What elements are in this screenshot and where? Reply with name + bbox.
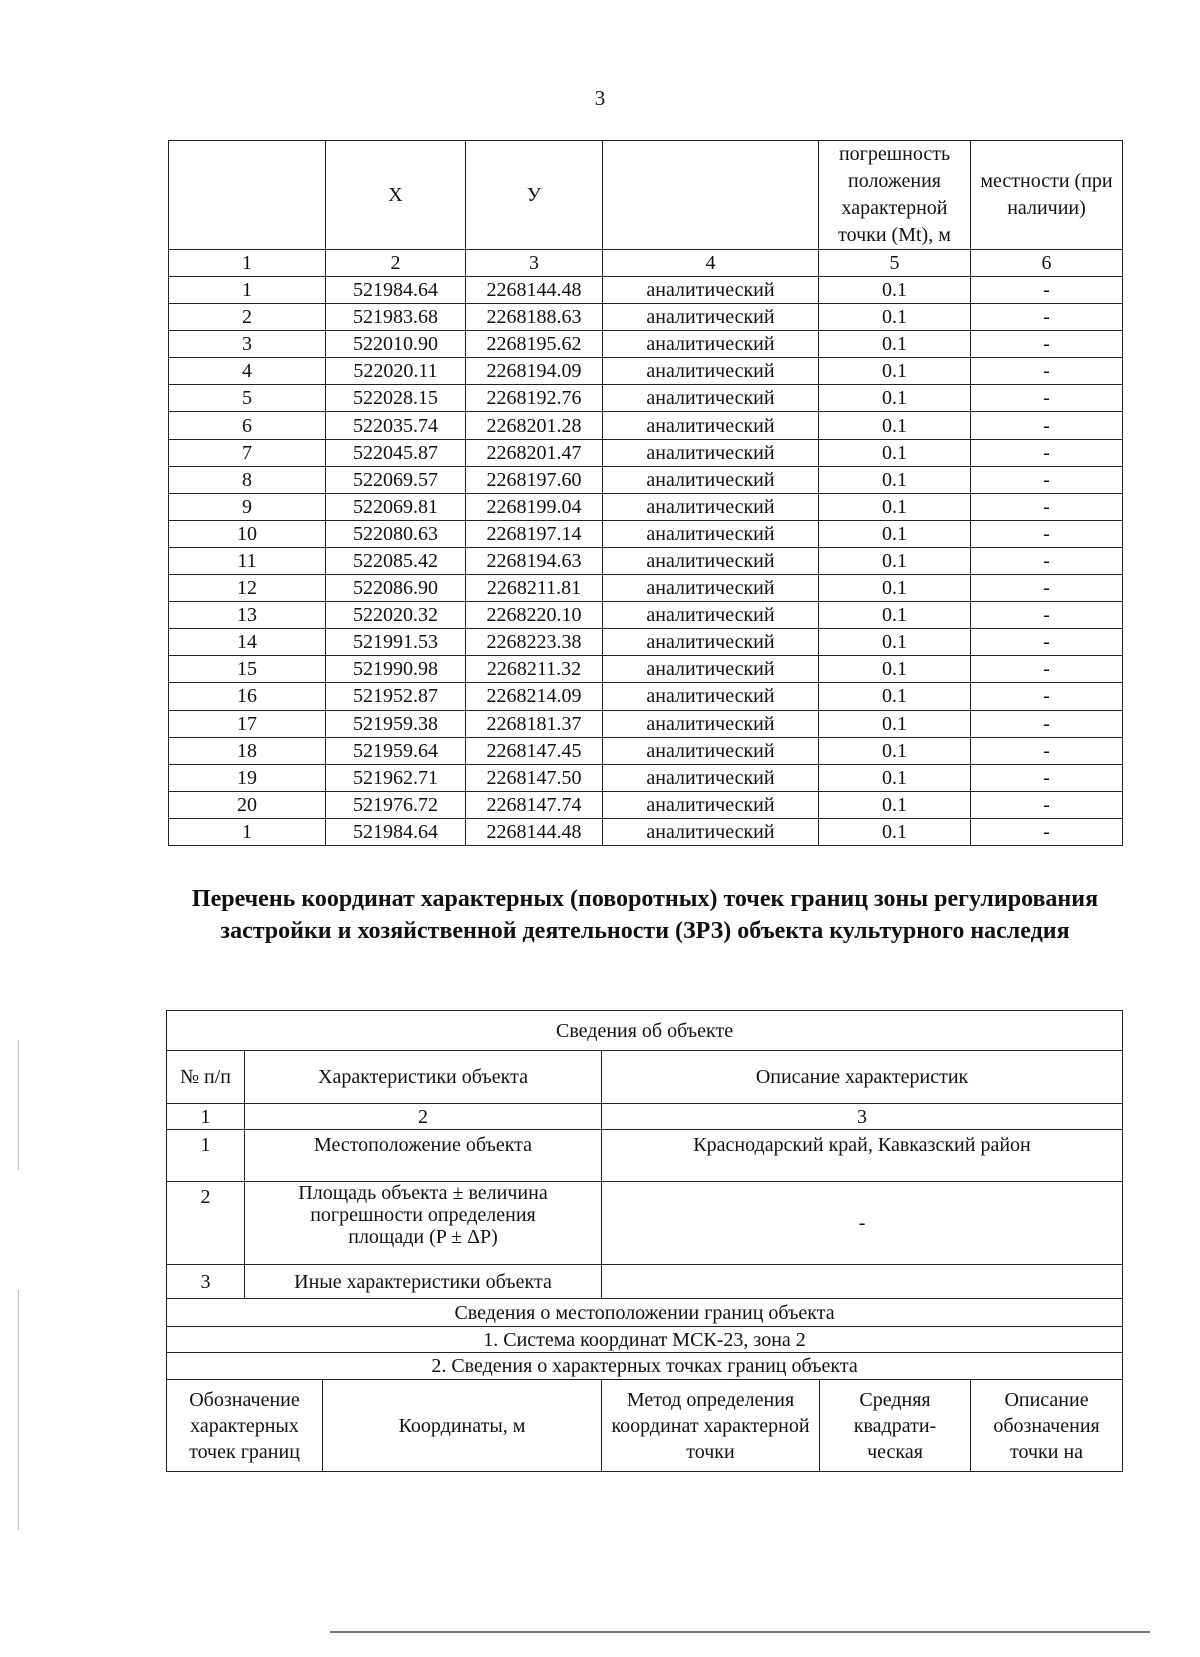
method: аналитический xyxy=(603,764,819,791)
point-number: 11 xyxy=(169,547,326,574)
error-value: 0.1 xyxy=(819,331,971,358)
coord-x: 521952.87 xyxy=(326,683,466,710)
column-number: 2 xyxy=(326,250,466,277)
column-number: 2 xyxy=(245,1104,602,1130)
coord-x: 521959.64 xyxy=(326,737,466,764)
coord-x: 522086.90 xyxy=(326,575,466,602)
header-cell xyxy=(169,141,326,250)
coordinates-table-continued xyxy=(168,140,1123,846)
coord-x: 521976.72 xyxy=(326,791,466,818)
terrain-description: - xyxy=(971,710,1123,737)
terrain-description: - xyxy=(971,629,1123,656)
coord-system: 1. Система координат МСК-23, зона 2 xyxy=(167,1327,1123,1353)
point-number: 6 xyxy=(169,412,326,439)
coord-y: 2268199.04 xyxy=(466,493,603,520)
point-number: 13 xyxy=(169,602,326,629)
object-info-header-row xyxy=(167,1051,1123,1104)
point-number: 5 xyxy=(169,385,326,412)
method: аналитический xyxy=(603,575,819,602)
error-value: 0.1 xyxy=(819,710,971,737)
points-title: 2. Сведения о характерных точках границ объекта xyxy=(167,1353,1123,1380)
table-row xyxy=(169,277,1123,304)
table-row xyxy=(169,331,1123,358)
terrain-description: - xyxy=(971,412,1123,439)
column-number: 3 xyxy=(466,250,603,277)
terrain-description: - xyxy=(971,602,1123,629)
point-number: 12 xyxy=(169,575,326,602)
coord-x: 522069.81 xyxy=(326,493,466,520)
terrain-description: - xyxy=(971,304,1123,331)
coord-y: 2268214.09 xyxy=(466,683,603,710)
error-value: 0.1 xyxy=(819,818,971,845)
method: аналитический xyxy=(603,547,819,574)
row-number: 2 xyxy=(167,1182,245,1265)
points-title-row xyxy=(167,1353,1123,1380)
page-number: 3 xyxy=(594,86,606,110)
method: аналитический xyxy=(603,629,819,656)
section-heading: Перечень координат характерных (поворотных) точек границ зоны регулирования застройки и хозяйственной деятельности (ЗРЗ) объекта культурного наследия xyxy=(191,886,1099,944)
table-row xyxy=(169,575,1123,602)
point-number: 14 xyxy=(169,629,326,656)
point-number: 19 xyxy=(169,764,326,791)
method: аналитический xyxy=(603,737,819,764)
table-row xyxy=(167,1130,1123,1182)
coord-x: 522028.15 xyxy=(326,385,466,412)
point-description-header: Описание обозначения точки на xyxy=(971,1380,1123,1472)
scan-edge-mark xyxy=(18,1290,19,1530)
coord-y: 2268194.63 xyxy=(466,547,603,574)
terrain-description: - xyxy=(971,737,1123,764)
method: аналитический xyxy=(603,602,819,629)
coord-y: 2268194.09 xyxy=(466,358,603,385)
terrain-description: - xyxy=(971,385,1123,412)
error-value: 0.1 xyxy=(819,602,971,629)
coord-y: 2268220.10 xyxy=(466,602,603,629)
error-value: 0.1 xyxy=(819,575,971,602)
terrain-description: - xyxy=(971,547,1123,574)
col-description-header: Описание характеристик xyxy=(602,1051,1123,1104)
coord-y: 2268144.48 xyxy=(466,277,603,304)
method: аналитический xyxy=(603,439,819,466)
table-row xyxy=(169,791,1123,818)
error-value: 0.1 xyxy=(819,791,971,818)
table-row xyxy=(167,1182,1123,1265)
object-info-title: Сведения об объекте xyxy=(167,1011,1123,1051)
table-row xyxy=(169,493,1123,520)
coord-x: 522010.90 xyxy=(326,331,466,358)
location-title: Сведения о местоположении границ объекта xyxy=(167,1299,1123,1327)
coord-x: 521959.38 xyxy=(326,710,466,737)
coord-x: 522020.11 xyxy=(326,358,466,385)
coord-y: 2268192.76 xyxy=(466,385,603,412)
error-value: 0.1 xyxy=(819,304,971,331)
table-row xyxy=(169,602,1123,629)
coord-x: 521991.53 xyxy=(326,629,466,656)
error-value: 0.1 xyxy=(819,385,971,412)
coord-x: 522085.42 xyxy=(326,547,466,574)
column-number: 1 xyxy=(169,250,326,277)
table-row xyxy=(169,683,1123,710)
terrain-description: - xyxy=(971,683,1123,710)
scan-edge-mark xyxy=(18,1040,19,1170)
terrain-description: - xyxy=(971,331,1123,358)
points-header-row xyxy=(167,1380,1123,1472)
table-row xyxy=(167,1265,1123,1299)
coord-y: 2268188.63 xyxy=(466,304,603,331)
coord-y: 2268201.47 xyxy=(466,439,603,466)
point-number: 7 xyxy=(169,439,326,466)
characteristic-name: Площадь объекта ± величина погрешности определения площади (P ± ΔP) xyxy=(245,1182,602,1265)
error-value: 0.1 xyxy=(819,277,971,304)
table-row xyxy=(169,304,1123,331)
method: аналитический xyxy=(603,277,819,304)
table-row xyxy=(169,818,1123,845)
method: аналитический xyxy=(603,656,819,683)
point-number: 18 xyxy=(169,737,326,764)
terrain-description: - xyxy=(971,277,1123,304)
point-number: 15 xyxy=(169,656,326,683)
error-value: 0.1 xyxy=(819,656,971,683)
col-no-header: № п/п xyxy=(167,1051,245,1104)
col-characteristics-header: Характеристики объекта xyxy=(245,1051,602,1104)
column-number: 1 xyxy=(167,1104,245,1130)
point-number: 4 xyxy=(169,358,326,385)
coord-x: 521984.64 xyxy=(326,277,466,304)
point-designation-header: Обозначение характерных точек границ xyxy=(167,1380,323,1472)
coord-x: 521983.68 xyxy=(326,304,466,331)
column-number: 4 xyxy=(603,250,819,277)
characteristic-value: Краснодарский край, Кавказский район xyxy=(602,1130,1123,1182)
table-row xyxy=(169,358,1123,385)
column-number: 6 xyxy=(971,250,1123,277)
characteristic-name: Местоположение объекта xyxy=(245,1130,602,1182)
table-row xyxy=(169,737,1123,764)
point-number: 10 xyxy=(169,520,326,547)
table-row xyxy=(169,412,1123,439)
method: аналитический xyxy=(603,385,819,412)
coord-y: 2268144.48 xyxy=(466,818,603,845)
point-number: 1 xyxy=(169,818,326,845)
coord-x: 522045.87 xyxy=(326,439,466,466)
table-row xyxy=(169,439,1123,466)
characteristic-value: - xyxy=(602,1182,1123,1265)
table-row xyxy=(169,547,1123,574)
coord-y: 2268197.14 xyxy=(466,520,603,547)
method: аналитический xyxy=(603,710,819,737)
object-info-title-row xyxy=(167,1011,1123,1051)
terrain-description: - xyxy=(971,818,1123,845)
point-number: 2 xyxy=(169,304,326,331)
error-value: 0.1 xyxy=(819,629,971,656)
error-value: 0.1 xyxy=(819,547,971,574)
terrain-description: - xyxy=(971,466,1123,493)
method: аналитический xyxy=(603,493,819,520)
table-row xyxy=(169,385,1123,412)
scan-bottom-rule xyxy=(330,1631,1150,1633)
header-cell-terrain: местности (при наличии) xyxy=(971,141,1123,250)
method: аналитический xyxy=(603,331,819,358)
terrain-description: - xyxy=(971,575,1123,602)
coord-x: 522020.32 xyxy=(326,602,466,629)
coord-x: 522080.63 xyxy=(326,520,466,547)
terrain-description: - xyxy=(971,764,1123,791)
point-number: 16 xyxy=(169,683,326,710)
column-number-row xyxy=(167,1104,1123,1130)
column-number-row xyxy=(169,250,1123,277)
object-info-table xyxy=(166,1010,1123,1472)
table-row xyxy=(169,710,1123,737)
header-cell-error: погрешность положения характерной точки (Mt), м xyxy=(819,141,971,250)
row-number: 1 xyxy=(167,1130,245,1182)
coord-x: 521962.71 xyxy=(326,764,466,791)
point-number: 9 xyxy=(169,493,326,520)
terrain-description: - xyxy=(971,520,1123,547)
method: аналитический xyxy=(603,412,819,439)
error-value: 0.1 xyxy=(819,493,971,520)
coord-y: 2268211.32 xyxy=(466,656,603,683)
coord-y: 2268195.62 xyxy=(466,331,603,358)
terrain-description: - xyxy=(971,493,1123,520)
coord-x: 522069.57 xyxy=(326,466,466,493)
header-cell xyxy=(603,141,819,250)
rms-error-header: Средняя квадрати-ческая xyxy=(820,1380,971,1472)
terrain-description: - xyxy=(971,656,1123,683)
terrain-description: - xyxy=(971,439,1123,466)
coord-y: 2268181.37 xyxy=(466,710,603,737)
point-number: 1 xyxy=(169,277,326,304)
header-cell-y: У xyxy=(466,141,603,250)
coord-y: 2268147.74 xyxy=(466,791,603,818)
coord-y: 2268223.38 xyxy=(466,629,603,656)
table-row xyxy=(169,764,1123,791)
coord-y: 2268147.45 xyxy=(466,737,603,764)
terrain-description: - xyxy=(971,358,1123,385)
error-value: 0.1 xyxy=(819,683,971,710)
table-header-row xyxy=(169,141,1123,250)
column-number: 5 xyxy=(819,250,971,277)
method: аналитический xyxy=(603,358,819,385)
point-number: 20 xyxy=(169,791,326,818)
point-number: 17 xyxy=(169,710,326,737)
coord-y: 2268147.50 xyxy=(466,764,603,791)
method-header: Метод определения координат характерной точки xyxy=(602,1380,820,1472)
coord-x: 521990.98 xyxy=(326,656,466,683)
row-number: 3 xyxy=(167,1265,245,1299)
method: аналитический xyxy=(603,818,819,845)
coordinates-header: Координаты, м xyxy=(323,1380,602,1472)
method: аналитический xyxy=(603,304,819,331)
point-number: 3 xyxy=(169,331,326,358)
table-row xyxy=(169,656,1123,683)
error-value: 0.1 xyxy=(819,439,971,466)
table-row xyxy=(169,520,1123,547)
error-value: 0.1 xyxy=(819,358,971,385)
error-value: 0.1 xyxy=(819,737,971,764)
error-value: 0.1 xyxy=(819,412,971,439)
coord-x: 521984.64 xyxy=(326,818,466,845)
characteristic-name: Иные характеристики объекта xyxy=(245,1265,602,1299)
table-row xyxy=(169,466,1123,493)
header-cell-x: X xyxy=(326,141,466,250)
point-number: 8 xyxy=(169,466,326,493)
coord-system-row xyxy=(167,1327,1123,1353)
error-value: 0.1 xyxy=(819,466,971,493)
coord-y: 2268201.28 xyxy=(466,412,603,439)
characteristic-value xyxy=(602,1265,1123,1299)
coordinates-table-body xyxy=(169,277,1123,846)
method: аналитический xyxy=(603,520,819,547)
location-title-row xyxy=(167,1299,1123,1327)
method: аналитический xyxy=(603,791,819,818)
coord-y: 2268197.60 xyxy=(466,466,603,493)
method: аналитический xyxy=(603,466,819,493)
terrain-description: - xyxy=(971,791,1123,818)
method: аналитический xyxy=(603,683,819,710)
coord-y: 2268211.81 xyxy=(466,575,603,602)
coord-x: 522035.74 xyxy=(326,412,466,439)
error-value: 0.1 xyxy=(819,764,971,791)
column-number: 3 xyxy=(602,1104,1123,1130)
error-value: 0.1 xyxy=(819,520,971,547)
table-row xyxy=(169,629,1123,656)
